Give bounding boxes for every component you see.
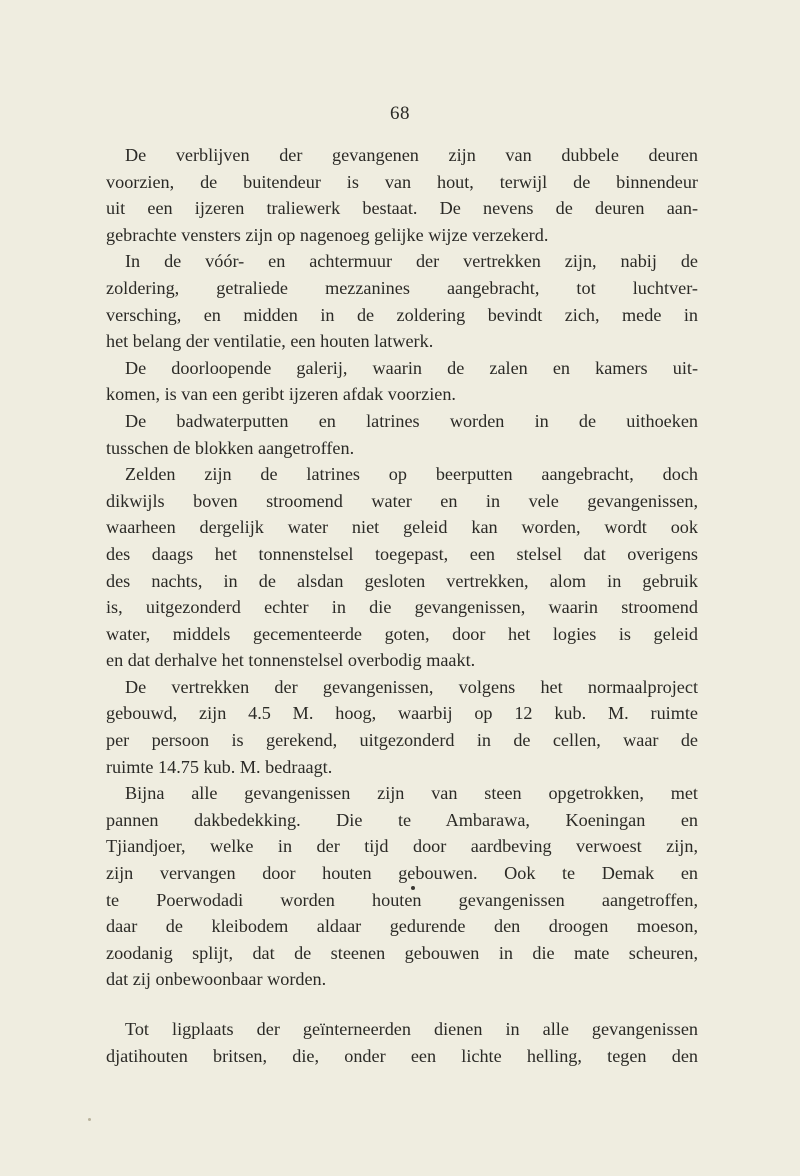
paragraph-gap <box>106 993 698 1016</box>
text-line: Bijna alle gevangenissen zijn van steen opgetrokken, met <box>125 783 698 804</box>
text-line: gebrachte vensters zijn op nagenoeg gelijke wijze verzekerd. <box>106 224 549 245</box>
text-line: per persoon is gerekend, uitgezonderd in de cellen, waar de <box>106 730 698 751</box>
text-line: ruimte 14.75 kub. M. bedraagt. <box>106 756 333 777</box>
text-line: In de vóór- en achtermuur der vertrekken zijn, nabij de <box>125 251 698 272</box>
paragraph <box>106 1016 698 1069</box>
text-line: De vertrekken der gevangenissen, volgens het normaalproject <box>125 676 698 697</box>
paragraph <box>106 461 698 674</box>
paragraph <box>106 674 698 780</box>
text-line: tusschen de blokken aangetroffen. <box>106 437 355 458</box>
text-line: water, middels gecementeerde goten, door het logies is geleid <box>106 623 698 644</box>
text-line: dat zij onbewoonbaar worden. <box>106 969 327 990</box>
text-line: De badwaterputten en latrines worden in de uithoeken <box>125 410 698 431</box>
text-line: gebouwd, zijn 4.5 M. hoog, waarbij op 12 kub. M. ruimte <box>106 703 698 724</box>
text-line: dikwijls boven stroomend water en in vele gevangenissen, <box>106 490 698 511</box>
text-line: zoodanig splijt, dat de steenen gebouwen in die mate scheuren, <box>106 942 698 963</box>
text-line: waarheen dergelijk water niet geleid kan worden, wordt ook <box>106 517 698 538</box>
text-line: daar de kleibodem aldaar gedurende den droogen moeson, <box>106 916 698 937</box>
text-line: pannen dakbedekking. Die te Ambarawa, Koeningan en <box>106 809 698 830</box>
text-line: des daags het tonnenstelsel toegepast, een stelsel dat overigens <box>106 543 698 564</box>
text-line: Tot ligplaats der geïnterneerden dienen in alle gevangenissen <box>125 1019 698 1039</box>
text-line: komen, is van een geribt ijzeren afdak voorzien. <box>106 384 456 405</box>
text-line: te Poerwodadi worden houten gevangenissen aangetroffen, <box>106 889 698 910</box>
text-line: De doorloopende galerij, waarin de zalen en kamers uit- <box>125 357 698 378</box>
text-line: voorzien, de buitendeur is van hout, terwijl de binnendeur <box>106 171 698 192</box>
page-number: 68 <box>390 103 410 124</box>
paragraph <box>106 780 698 993</box>
body-text <box>106 142 698 1069</box>
text-line: Zelden zijn de latrines op beerputten aangebracht, doch <box>125 464 698 485</box>
text-line: en dat derhalve het tonnenstelsel overbodig maakt. <box>106 650 476 671</box>
text-line: Tjiandjoer, welke in der tijd door aardbeving verwoest zijn, <box>106 836 698 857</box>
text-line: is, uitgezonderd echter in die gevangenissen, waarin stroomend <box>106 597 698 618</box>
paragraph <box>106 408 698 461</box>
ink-speck <box>411 886 415 890</box>
text-line: uit een ijzeren traliewerk bestaat. De nevens de deuren aan- <box>106 198 698 219</box>
text-line: zijn vervangen door houten gebouwen. Ook te Demak en <box>106 863 698 884</box>
text-line: zoldering, getraliede mezzanines aangebracht, tot luchtver- <box>106 277 698 298</box>
text-line: djatihouten britsen, die, onder een lichte helling, tegen den <box>106 1045 698 1066</box>
text-line: het belang der ventilatie, een houten latwerk. <box>106 331 434 352</box>
paragraph <box>106 355 698 408</box>
paper-speck <box>88 1118 91 1121</box>
paragraph <box>106 248 698 354</box>
text-line: versching, en midden in de zoldering bevindt zich, mede in <box>106 304 698 325</box>
paragraph <box>106 142 698 248</box>
text-line: De verblijven der gevangenen zijn van dubbele deuren <box>125 145 698 165</box>
text-line: des nachts, in de alsdan gesloten vertrekken, alom in gebruik <box>106 570 698 591</box>
